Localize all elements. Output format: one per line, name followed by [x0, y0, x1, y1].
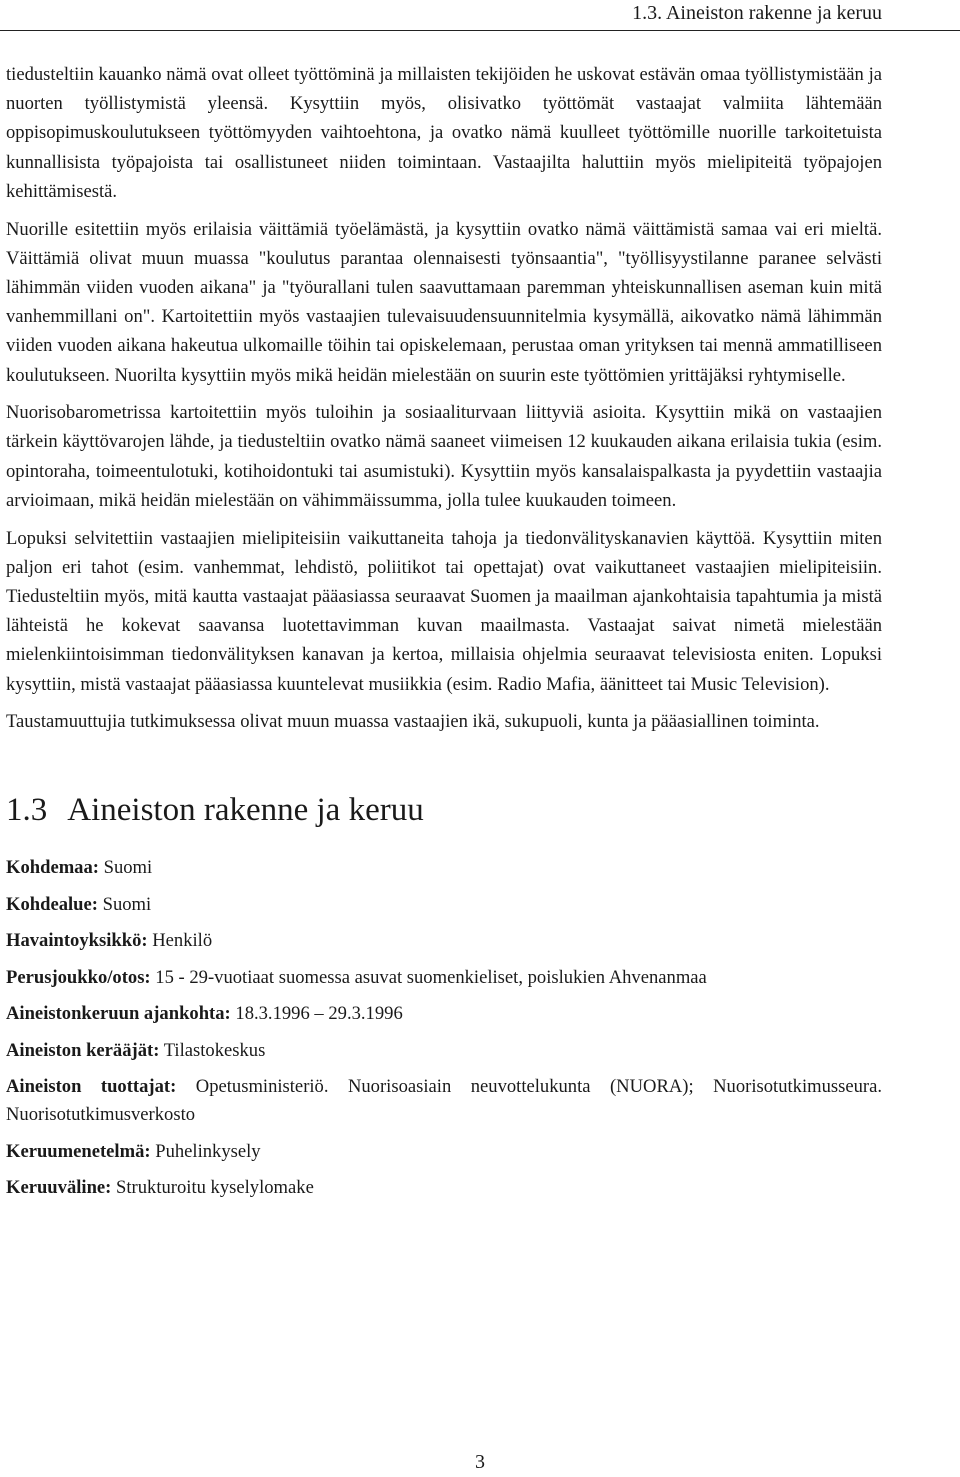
meta-value: Suomi: [103, 857, 153, 879]
meta-value: Opetusministeriö. Nuorisoasiain neuvottelukunta (NUORA); Nuorisotutkimusseura. Nuorisotutkimusverkosto: [6, 1076, 882, 1126]
meta-havaintoyksikko: [6, 927, 882, 955]
meta-label: Perusjoukko/otos:: [6, 966, 151, 988]
meta-label: Kohdealue:: [6, 893, 98, 915]
meta-value: 15 - 29-vuotiaat suomessa asuvat suomenkieliset, poislukien Ahvenanmaa: [155, 966, 707, 988]
meta-value: Henkilö: [152, 930, 213, 952]
meta-value: Strukturoitu kyselylomake: [116, 1177, 314, 1199]
meta-value: Tilastokeskus: [163, 1039, 266, 1061]
meta-tuottajat: [6, 1073, 882, 1129]
meta-ajankohta: [6, 1000, 882, 1028]
section-number: 1.3: [6, 792, 48, 829]
section-title: Aineiston rakenne ja keruu: [67, 792, 424, 829]
body-paragraph-2: Nuorille esitettiin myös erilaisia väittämiä työelämästä, ja kysyttiin ovatko nämä väittämistä samaa vai eri mieltä. Väittämiä olivat muun muassa "koulutus parantaa olennaisesti työnsaantia", "työllisyystilanne paranee selvästi lähimmän viiden vuoden aikana" ja "työurallani tulen saavuttamaan paremman yhteiskunnallisen aseman kuin mitä vanhemmillani on". Kartoitettiin myös vastaajien tulevaisuudensuunnitelmia kysymällä, aikovatko nämä lähimmän viiden vuoden aikana hakeutua ulkomaille töihin tai opiskelemaan, perustaa oman yrityksen tai mennä ammatilliseen koulutukseen. Nuorilta kysyttiin myös mikä heidän mielestään on suurin este työttömien yrittäjäksi ryhtymiselle.: [6, 218, 882, 386]
meta-value: 18.3.1996 – 29.3.1996: [235, 1003, 403, 1025]
page-number: 3: [475, 1451, 485, 1473]
meta-kohdealue: [6, 891, 882, 919]
meta-keruumenetelma: [6, 1138, 882, 1166]
meta-label: Kohdemaa:: [6, 857, 99, 879]
meta-label: Keruuväline:: [6, 1177, 112, 1199]
body-paragraph-5: Taustamuuttujia tutkimuksessa olivat muun muassa vastaajien ikä, sukupuoli, kunta ja pääasiallinen toiminta.: [6, 711, 820, 733]
page-content: [6, 60, 882, 1211]
meta-value: Puhelinkysely: [155, 1140, 261, 1162]
meta-label: Aineiston tuottajat:: [6, 1076, 177, 1098]
running-header-title: 1.3. Aineiston rakenne ja keruu: [632, 2, 882, 24]
meta-label: Havaintoyksikkö:: [6, 930, 148, 952]
meta-label: Aineistonkeruun ajankohta:: [6, 1003, 231, 1025]
body-paragraph-1: tiedusteltiin kauanko nämä ovat olleet työttöminä ja millaisten tekijöiden he uskovat estävän omaa työllistymistään ja nuorten työllistymistä yleensä. Kysyttiin myös, olisivatko työttömät vastaajat valmiita lähtemään oppisopimuskoulutukseen työttömyyden vaihtoehtona, ja ovatko nämä kuulleet työttömille nuorille tarkoitetuista kunnallisista työpajoista tai osallistuneet niiden toimintaan. Vastaajilta haluttiin myös mielipiteitä työpajojen kehittämisestä.: [6, 64, 882, 202]
meta-value: Suomi: [102, 893, 152, 915]
meta-label: Keruumenetelmä:: [6, 1140, 151, 1162]
section-heading: [6, 790, 882, 830]
meta-label: Aineiston kerääjät:: [6, 1039, 160, 1061]
meta-perusjoukko: [6, 964, 882, 992]
meta-kohdemaa: [6, 854, 882, 882]
meta-keruuvaline: [6, 1174, 882, 1202]
running-header: [0, 0, 960, 31]
meta-keraajat: [6, 1037, 882, 1065]
body-paragraph-3: Nuorisobarometrissa kartoitettiin myös tuloihin ja sosiaaliturvaan liittyviä asioita. Kysyttiin mikä on vastaajien tärkein käyttövarojen lähde, ja tiedusteltiin ovatko nämä saaneet viimeisen 12 kuukauden aikana erilaisia tukia (esim. opintoraha, toimeentulotuki, kotihoidontuki tai asumistuki). Kysyttiin myös kansalaispalkasta ja pyydettiin vastaajia arvioimaan, mikä heidän mielestään on vähimmäissumma, jolla tulee kuukauden toimeen.: [6, 402, 882, 511]
body-paragraph-4: Lopuksi selvitettiin vastaajien mielipiteisiin vaikuttaneita tahoja ja tiedonvälityskanavien käyttöä. Kysyttiin miten paljon eri tahot (esim. vanhemmat, lehdistö, poliitikot tai opettajat) ovat vaikuttaneet vastaajien mielipiteisiin. Tiedusteltiin myös, mitä kautta vastaajat pääasiassa seuraavat Suomen ja maailman ajankohtaisia tapahtumia ja mistä lähteistä he kokevat saavansa luotettavimman kuvan maailmasta. Vastaajat saivat nimetä mielestään mielenkiintoisimman tiedonvälityksen kanavan ja kertoa, millaisia ohjelmia seuraavat televisiosta eniten. Lopuksi kysyttiin, mistä vastaajat pääasiassa kuuntelevat musiikkia (esim. Radio Mafia, äänitteet tai Music Television).: [6, 527, 882, 695]
